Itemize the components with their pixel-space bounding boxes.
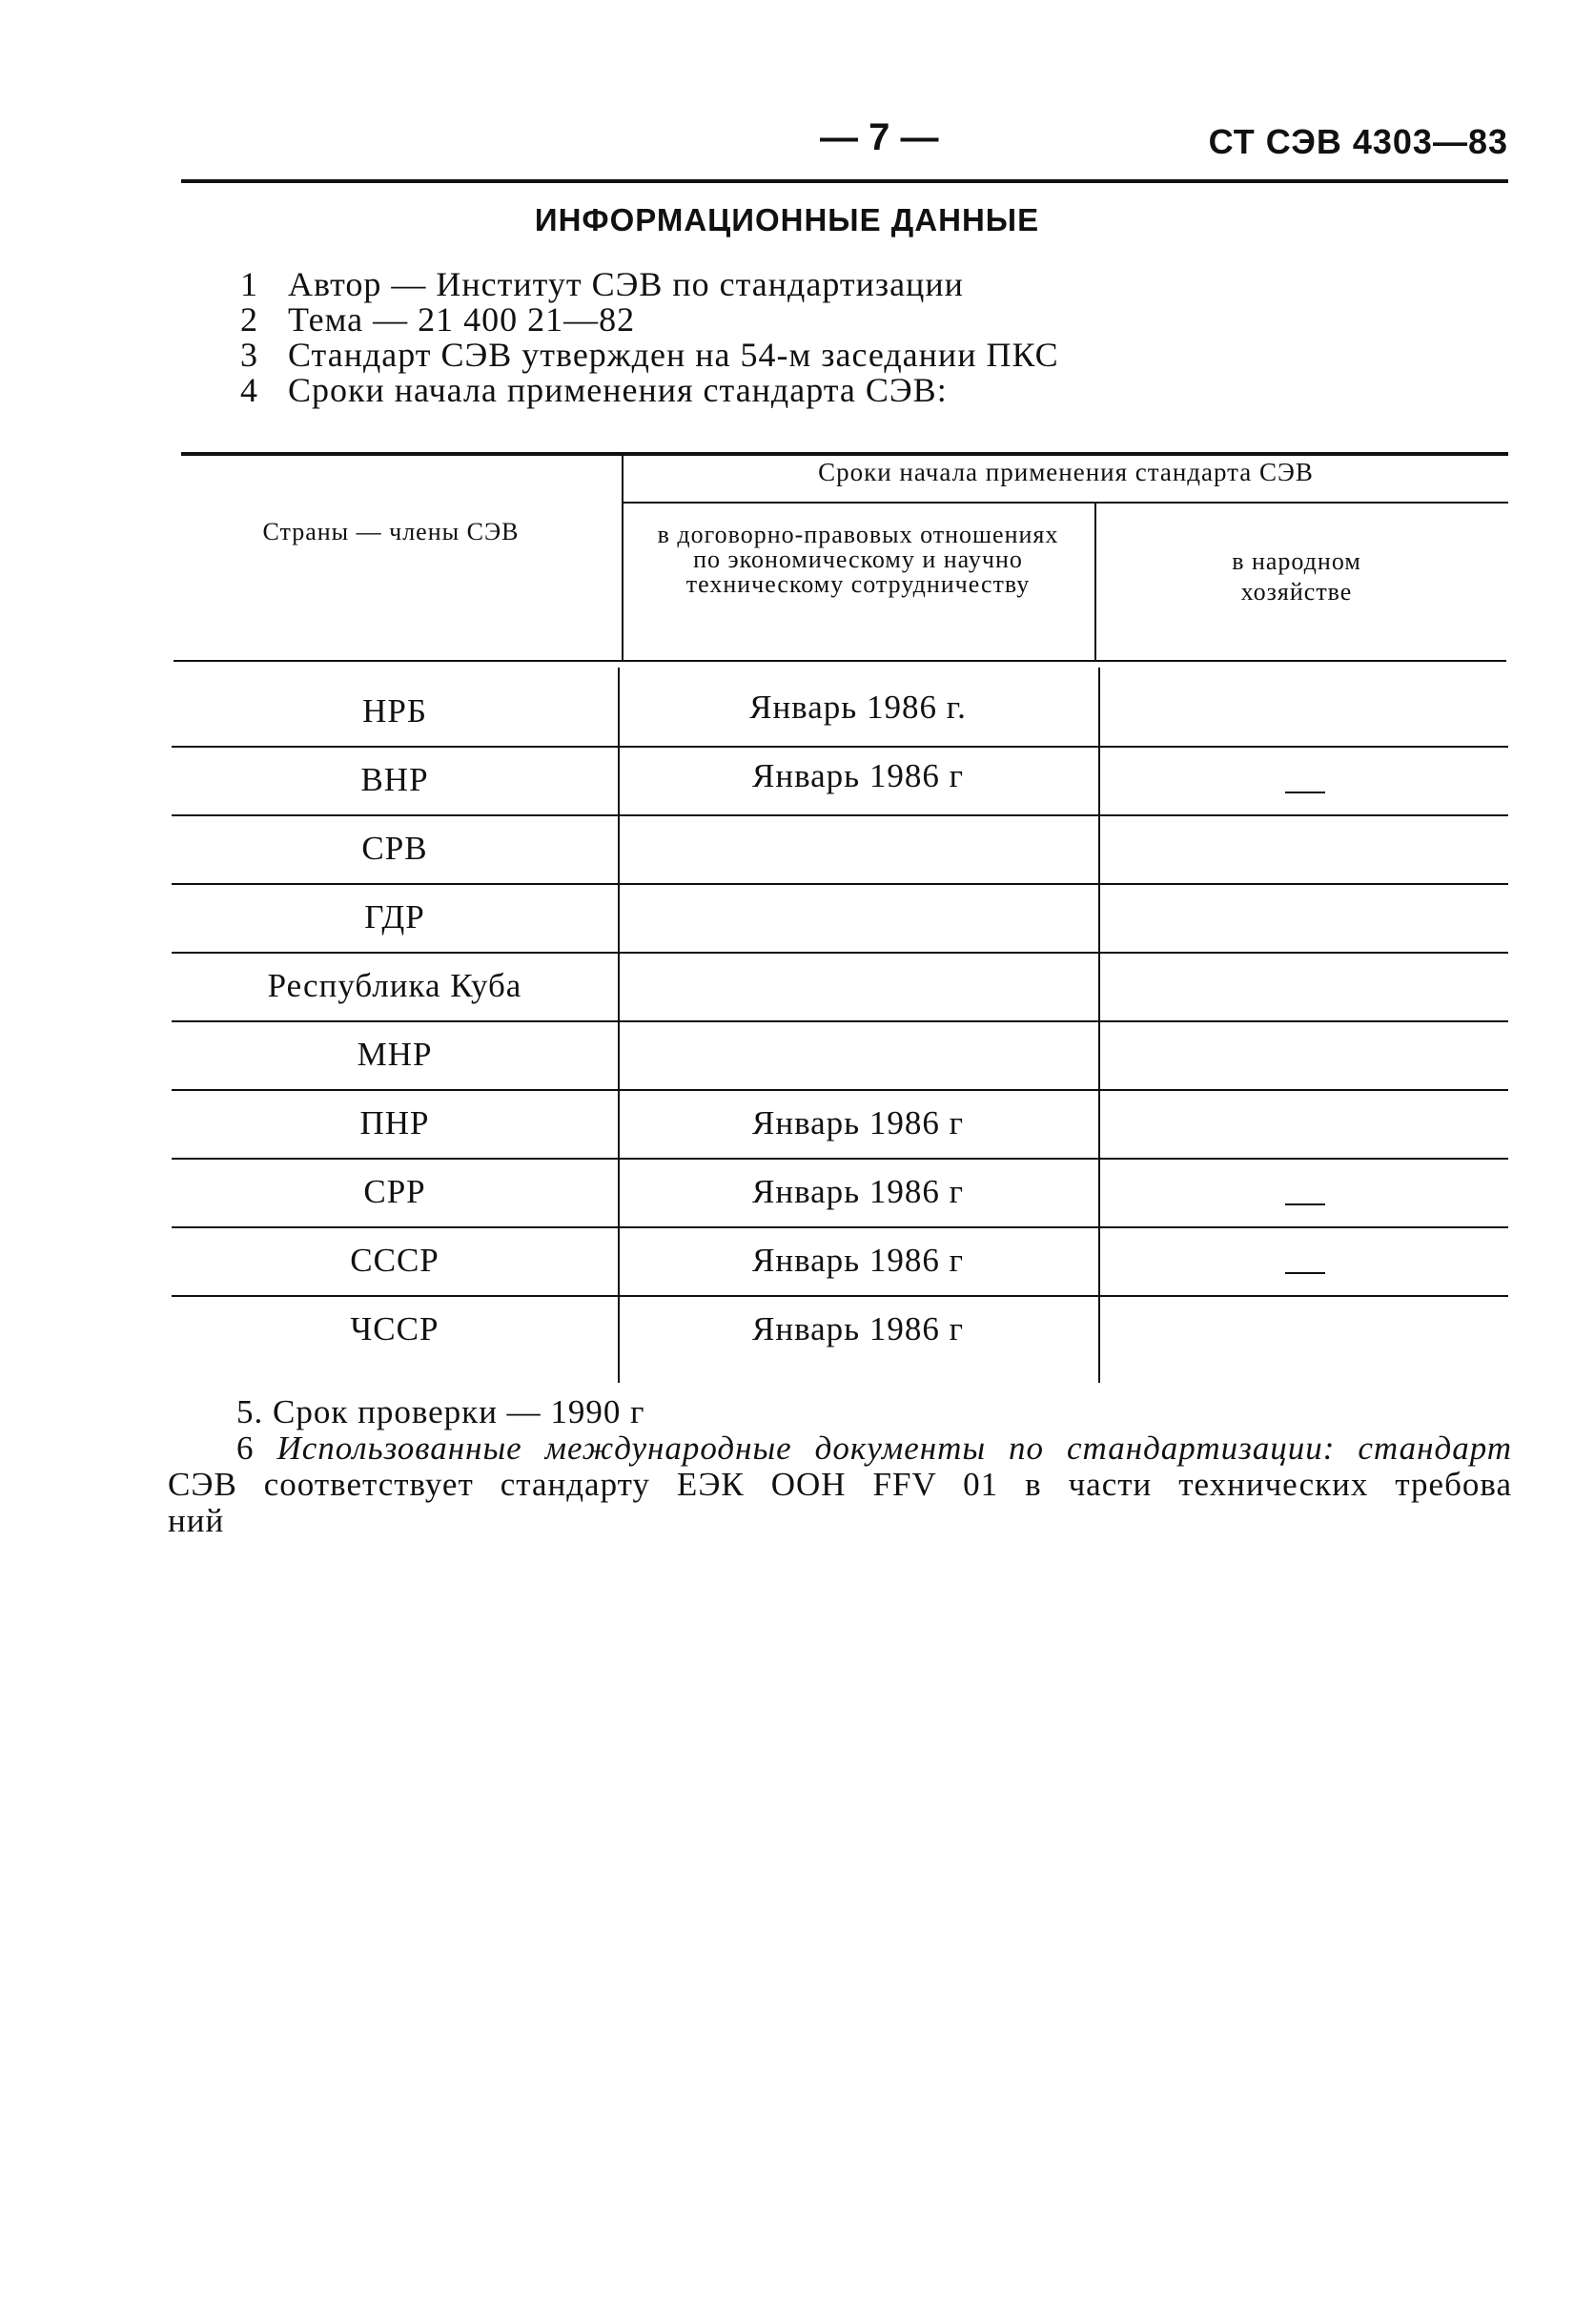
country-cell: Республика Куба — [267, 967, 522, 1004]
international-docs-note-line3: ний — [168, 1502, 225, 1539]
info-item: 4 Сроки начала применения стандарта СЭВ: — [240, 371, 948, 409]
table-vline — [618, 668, 620, 1383]
header-group-label: Сроки начала применения стандарта СЭВ — [818, 458, 1314, 486]
page-header — [181, 116, 1508, 183]
contract-date-cell: Январь 1986 г — [752, 1310, 964, 1347]
country-cell: МНР — [357, 1036, 433, 1073]
contract-date-cell: Январь 1986 г — [752, 1242, 964, 1279]
country-cell: СРВ — [361, 830, 428, 867]
table-hline — [623, 502, 1508, 504]
economy-dash — [1285, 792, 1325, 793]
country-cell: ВНР — [360, 761, 429, 798]
contract-date-cell: Январь 1986 г. — [749, 689, 967, 726]
row-separator — [172, 1295, 1508, 1297]
row-separator — [172, 1020, 1508, 1022]
economy-dash — [1285, 1272, 1325, 1274]
info-item: 1 Автор — Институт СЭВ по стандартизации — [240, 265, 964, 303]
table-top-rule — [181, 452, 1508, 456]
contract-date-cell: Январь 1986 г — [752, 757, 964, 794]
header-contract-label: в договорно-правовых отношениях по экономическому и научно техническому сотрудничеству — [657, 521, 1059, 598]
page-number: — 7 — — [820, 116, 939, 158]
table-vline — [622, 456, 623, 660]
header-rule — [181, 179, 1508, 183]
row-separator — [172, 814, 1508, 816]
table-header-bottom-rule — [174, 660, 1506, 662]
section-title: ИНФОРМАЦИОННЫЕ ДАННЫЕ — [534, 202, 1040, 237]
international-docs-note-line1: 6 Использованные международные документы по стандартизации: стандарт — [236, 1429, 1513, 1467]
contract-date-cell: Январь 1986 г — [752, 1104, 964, 1141]
header-countries-label: Страны — члены СЭВ — [262, 518, 520, 545]
review-date-note: 5. Срок проверки — 1990 г — [236, 1393, 645, 1430]
contract-date-cell: Январь 1986 г — [752, 1173, 964, 1210]
country-cell: СРР — [363, 1173, 426, 1210]
country-cell: НРБ — [362, 692, 427, 730]
row-separator — [172, 1089, 1508, 1091]
country-cell: ЧССР — [350, 1310, 439, 1347]
row-separator — [172, 746, 1508, 748]
info-item: 3 Стандарт СЭВ утвержден на 54-м заседании ПКС — [240, 336, 1059, 374]
country-cell: ПНР — [359, 1104, 430, 1141]
row-separator — [172, 883, 1508, 885]
table-vline — [1098, 668, 1100, 1383]
standard-code: СТ СЭВ 4303—83 — [1208, 122, 1508, 161]
international-docs-note-line2: СЭВ соответствует стандарту ЕЭК ООН FFV 01 в части технических требова — [168, 1466, 1512, 1503]
info-list — [240, 267, 1059, 408]
notes-section — [168, 1394, 1512, 1539]
info-item: 2 Тема — 21 400 21—82 — [240, 300, 636, 339]
header-economy-label: в народном хозяйстве — [1232, 547, 1361, 606]
country-cell: ГДР — [364, 898, 425, 936]
economy-dash — [1285, 1203, 1325, 1205]
row-separator — [172, 1226, 1508, 1228]
country-cell: СССР — [350, 1242, 439, 1279]
row-separator — [172, 1158, 1508, 1160]
table-vline — [1094, 504, 1096, 660]
row-separator — [172, 952, 1508, 954]
